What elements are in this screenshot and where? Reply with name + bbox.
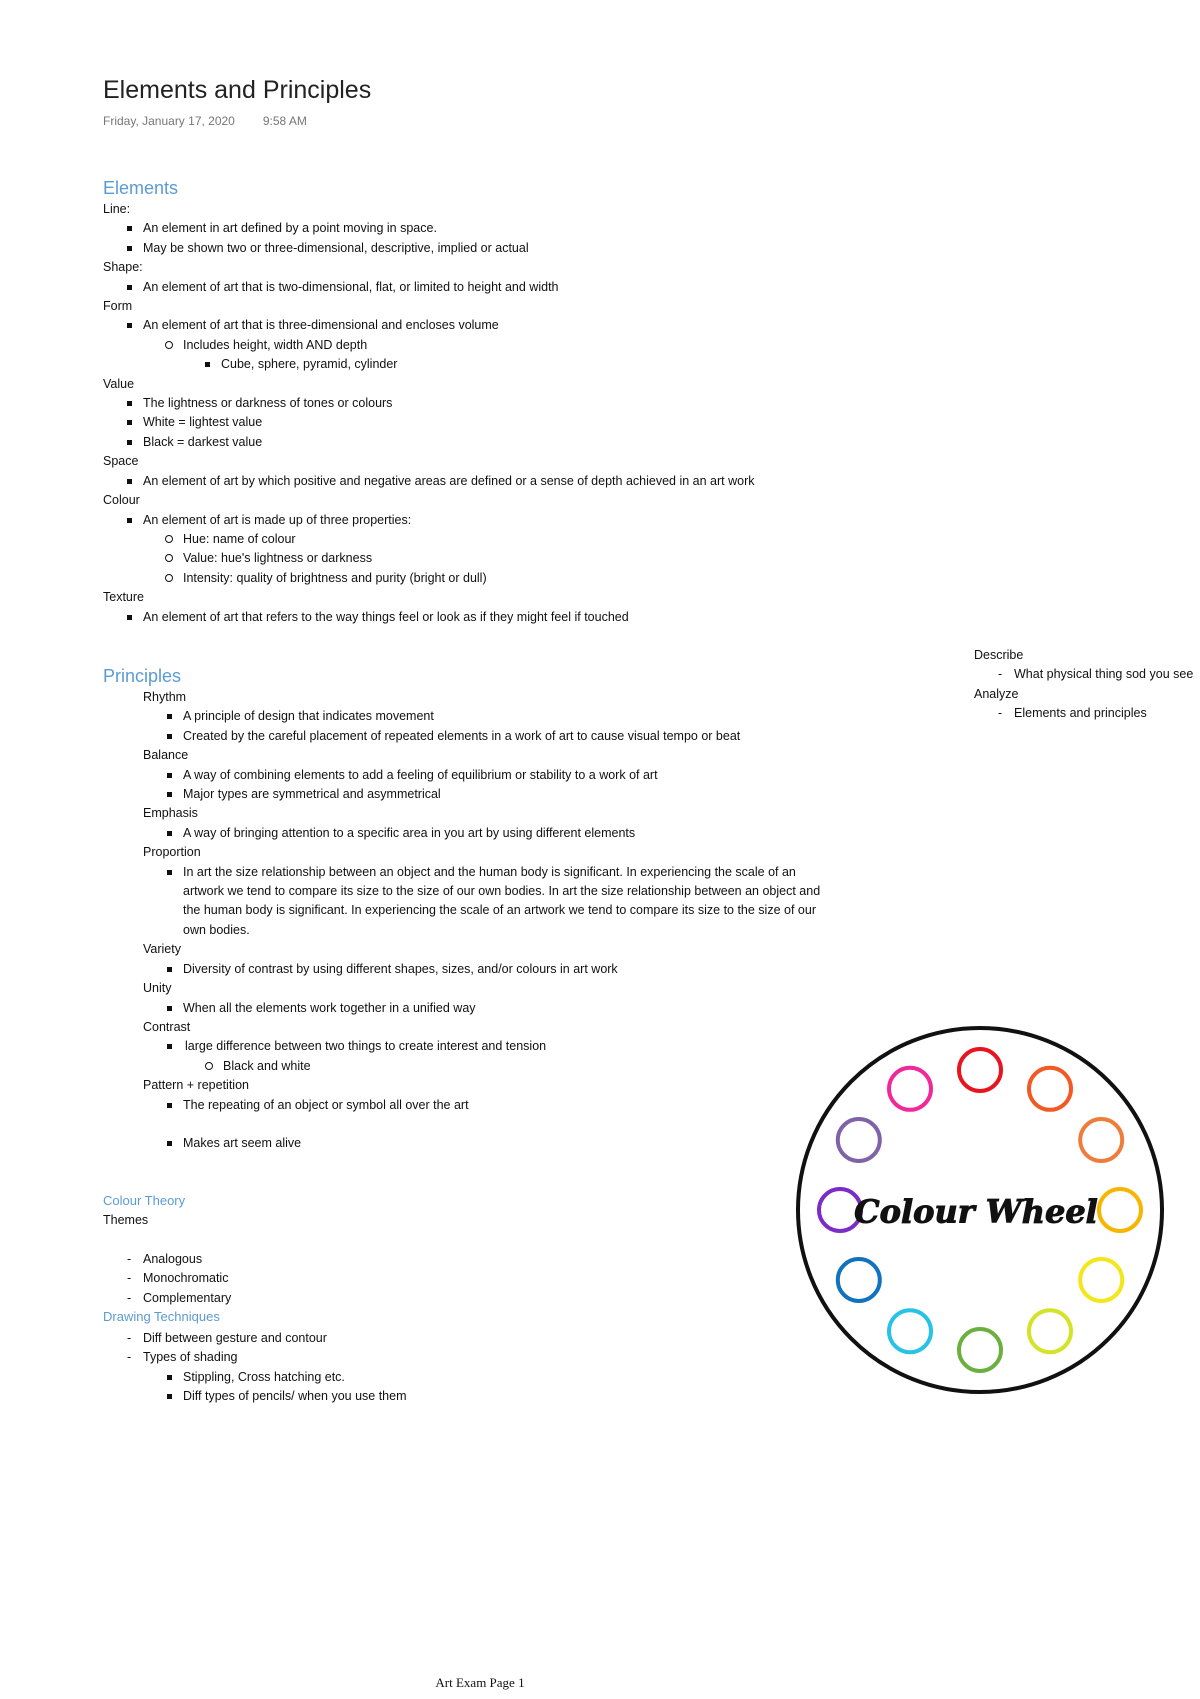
elements-heading: Elements (103, 178, 179, 198)
list-item: - Types of shading (127, 1350, 238, 1365)
element-label-value: Value (103, 376, 135, 391)
list-item: Cube, sphere, pyramid, cylinder (103, 355, 754, 374)
list-item: - Diff between gesture and contour (127, 1331, 327, 1345)
side-note (974, 646, 1194, 724)
list-item: Makes art seem alive (143, 1134, 863, 1153)
list-item: Major types are symmetrical and asymmetrical (143, 785, 863, 804)
principles-list (143, 688, 863, 1154)
list-item: In art the size relationship between an object and the human body is significant. In experiencing the scale of an artwork we tend to compare its size to the size of our own bodies. In art the size relationship between an object and the human body is significant. In experiencing the scale of an artwork we tend to compare its size to the size of our own bodies. (143, 863, 838, 941)
list-item: - Complementary (127, 1290, 232, 1305)
list-item: Includes height, width AND depth (103, 336, 754, 355)
colour-wheel (790, 1020, 1180, 1410)
page-title: Elements and Principles (103, 76, 372, 104)
list-item: Hue: name of colour (103, 530, 754, 549)
principle-label-pattern: Pattern + repetition (143, 1078, 249, 1093)
page-meta (103, 114, 307, 128)
page-date: Friday, January 17, 2020 (103, 114, 235, 128)
list-item: - What physical thing sod you see (998, 667, 1194, 682)
list-item: An element of art that refers to the way things feel or look as if they might feel if touched (103, 608, 754, 627)
drawing-list (103, 1329, 407, 1407)
page-footer: Art Exam Page 1 (435, 1675, 525, 1690)
list-item: large difference between two things to create interest and tension (143, 1037, 863, 1056)
element-label-form: Form (103, 299, 133, 314)
list-item: The lightness or darkness of tones or colours (103, 394, 754, 413)
page-time: 9:58 AM (262, 114, 307, 128)
elements-list (103, 200, 754, 627)
list-item: White = lightest value (103, 413, 754, 432)
list-item: A way of bringing attention to a specific area in you art by using different elements (143, 824, 863, 843)
principle-label-unity: Unity (143, 981, 172, 996)
principles-heading: Principles (103, 666, 182, 686)
list-item: Intensity: quality of brightness and purity (bright or dull) (103, 569, 754, 588)
list-item: An element of art is made up of three properties: (103, 511, 754, 530)
principle-label-contrast: Contrast (143, 1019, 191, 1034)
drawing-heading: Drawing Techniques (103, 1309, 220, 1324)
list-item: Diversity of contrast by using different shapes, sizes, and/or colours in art work (143, 960, 863, 979)
principle-label-variety: Variety (143, 942, 181, 957)
colour-theory-heading: Colour Theory (103, 1193, 186, 1208)
list-item: - Analogous (127, 1251, 203, 1266)
principle-label-balance: Balance (143, 748, 189, 763)
list-item: An element in art defined by a point moving in space. (103, 219, 754, 238)
element-label-texture: Texture (103, 590, 144, 605)
list-item: A way of combining elements to add a feeling of equilibrium or stability to a work of art (143, 766, 863, 785)
list-item: Created by the careful placement of repeated elements in a work of art to cause visual tempo or beat (143, 727, 863, 746)
list-item: When all the elements work together in a unified way (143, 999, 863, 1018)
element-label-shape: Shape: (103, 260, 143, 275)
principle-label-rhythm: Rhythm (143, 690, 187, 704)
principle-label-proportion: Proportion (143, 845, 201, 860)
list-item: The repeating of an object or symbol all over the art (143, 1096, 863, 1115)
list-item: An element of art that is three-dimensional and encloses volume (103, 316, 754, 335)
themes-label: Themes (103, 1213, 149, 1227)
list-item: An element of art by which positive and negative areas are defined or a sense of depth achieved in an art work (103, 472, 754, 491)
list-item: Black and white (143, 1057, 863, 1076)
list-item: Diff types of pencils/ when you use them (103, 1387, 407, 1406)
list-item: A principle of design that indicates movement (143, 707, 863, 726)
element-label-colour: Colour (103, 493, 140, 508)
list-item: An element of art that is two-dimensional, flat, or limited to height and width (103, 278, 754, 297)
list-item: Stippling, Cross hatching etc. (103, 1368, 407, 1387)
list-item: - Elements and principles (998, 706, 1147, 721)
element-label-space: Space (103, 454, 139, 469)
colour-theory-list (103, 1211, 231, 1308)
colour-wheel-label: Colour Wheel (854, 1192, 1098, 1231)
list-item: Black = darkest value (103, 433, 754, 452)
describe-label: Describe (974, 648, 1024, 662)
list-item: - Monochromatic (127, 1271, 229, 1286)
element-label-line: Line: (103, 202, 131, 216)
list-item: Value: hue's lightness or darkness (103, 549, 754, 568)
analyze-label: Analyze (974, 686, 1019, 701)
list-item: May be shown two or three-dimensional, descriptive, implied or actual (103, 239, 754, 258)
principle-label-emphasis: Emphasis (143, 806, 198, 821)
